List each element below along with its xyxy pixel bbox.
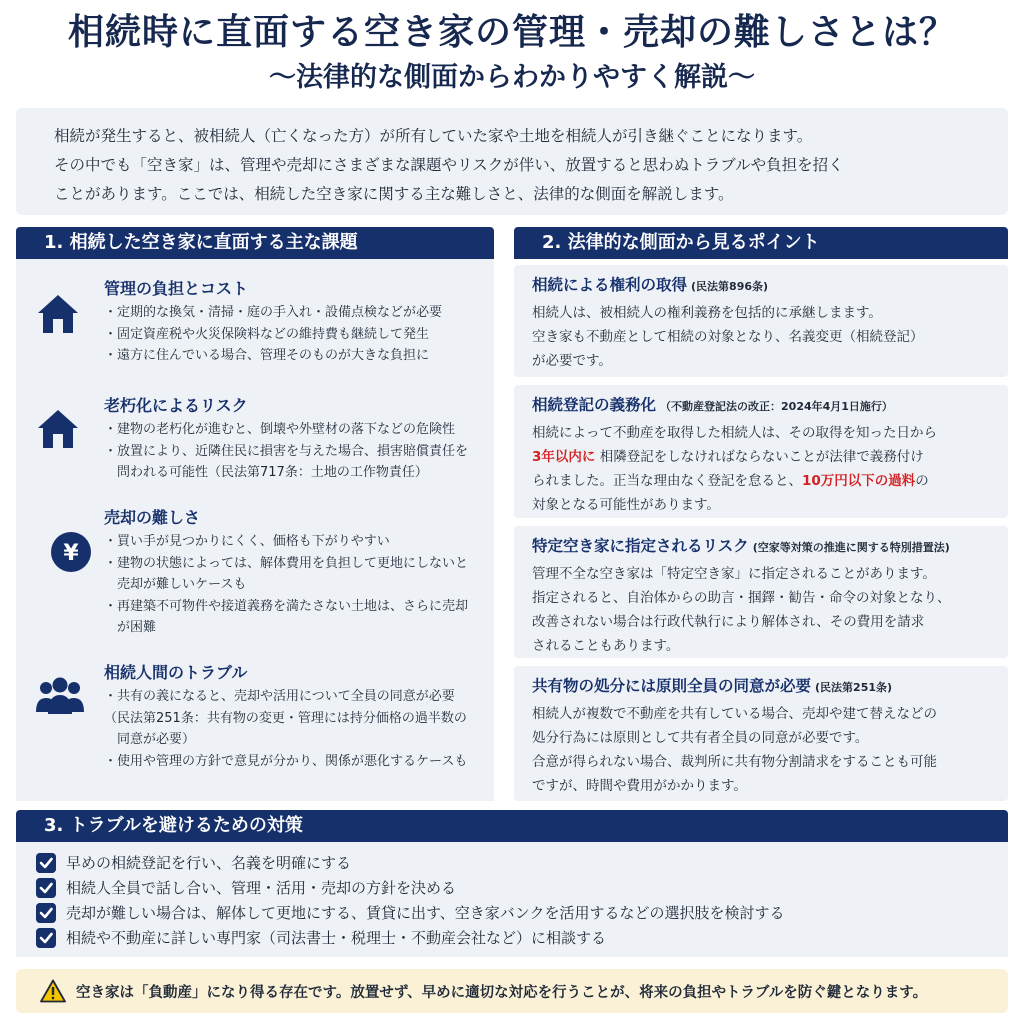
issue-bullet: が困難	[104, 620, 157, 635]
house-icon	[34, 405, 82, 453]
issue-bullet: 問われる可能性（民法第717条：土地の工作物責任）	[104, 465, 428, 480]
point-line: られました。正当な理由なく登記を怠ると、	[532, 473, 802, 489]
point-line: 相隣登記をしなければならないことが法律で義務付け	[595, 449, 924, 465]
issue-heir-conflict	[16, 660, 494, 780]
issue-title: 管理の負担とコスト	[104, 279, 249, 298]
issue-bullet: （民法第251条：共有物の変更・管理には持分価格の過半数の	[104, 710, 467, 726]
issue-bullet: ・建物の状態によっては、解体費用を負担して更地にしないと	[104, 555, 469, 571]
section2-header: 2. 法律的な側面から見るポイント	[514, 227, 1008, 259]
point-legal-note: (民法第251条)	[815, 681, 893, 694]
point-line: 相続人が複数で不動産を共有している場合、売却や建て替えなどの	[532, 706, 937, 722]
section1-header: 1. 相続した空き家に直面する主な課題	[16, 227, 494, 259]
point-title	[532, 393, 1008, 419]
point-line: 対象となる可能性があります。	[532, 497, 720, 513]
point-line: 空き家も不動産として相続の対象となり、名義変更（相続登記）	[532, 329, 924, 345]
point-title	[532, 674, 1008, 700]
point-line: 管理不全な空き家は「特定空き家」に指定されることがあります。	[532, 566, 936, 582]
point-line: されることもあります。	[532, 638, 680, 654]
issue-bullet: ・定期的な換気・清掃・庭の手入れ・設備点検などが必要	[104, 305, 443, 320]
countermeasure-item	[36, 900, 1008, 925]
countermeasure-text: 早めの相続登記を行い、名義を明確にする	[66, 854, 352, 872]
yen-icon	[50, 531, 92, 573]
point-card-registration-duty	[514, 385, 1008, 518]
point-card-inheritance	[514, 265, 1008, 377]
point-title-text: 特定空き家に指定されるリスク	[532, 537, 749, 555]
section3-header: 3. トラブルを避けるための対策	[16, 810, 1008, 842]
penalty-highlight: 10万円以下の過料	[802, 473, 916, 489]
point-title	[532, 534, 1008, 560]
issue-sale-difficulty	[16, 505, 494, 645]
point-card-co-ownership	[514, 666, 1008, 801]
point-line: 相続によって不動産を取得した相続人は、その取得を知った日から	[532, 425, 937, 441]
issue-bullet: ・建物の老朽化が進むと、倒壊や外壁材の落下などの危険性	[104, 422, 456, 437]
countermeasure-text: 売却が難しい場合は、解体して更地にする、賃貸に出す、空き家バンクを活用するなどの選択肢を検討する	[66, 904, 785, 922]
point-line: 処分行為には原則として共有者全員の同意が必要です。	[532, 730, 869, 746]
point-card-specified-vacant-house	[514, 526, 1008, 658]
warning-text: 空き家は「負動産」になり得る存在です。放置せず、早めに適切な対応を行うことが、将来の負担やトラブルを防ぐ鍵となります。	[76, 984, 928, 1001]
issue-bullet: ・使用や管理の方針で意見が分かり、関係が悪化するケースも	[104, 753, 468, 769]
people-icon	[34, 676, 86, 716]
issue-bullet: ・固定資産税や火災保険料などの維持費も継続して発生	[104, 326, 430, 342]
issue-title: 売却の難しさ	[104, 508, 201, 527]
issue-management-cost	[16, 276, 494, 376]
issue-bullet: ・買い手が見つかりにくく、価格も下がりやすい	[104, 534, 390, 549]
checkbox-checked-icon	[36, 853, 56, 873]
svg-text:¥: ¥	[63, 541, 79, 566]
issue-aging-risk	[16, 393, 494, 493]
countermeasure-item	[36, 875, 1008, 900]
issue-title: 老朽化によるリスク	[104, 396, 248, 415]
point-line: 改善されない場合は行政代執行により解体され、その費用を請求	[532, 614, 925, 630]
point-line: 相続人は、被相続人の権利義務を包括的に承継しまます。	[532, 305, 882, 321]
countermeasure-item	[36, 925, 1008, 950]
page-title: 相続時に直面する空き家の管理・売却の難しさとは？	[67, 12, 956, 53]
countermeasure-item	[36, 850, 1008, 875]
point-title	[532, 273, 1008, 299]
deadline-highlight: 3年以内に	[532, 449, 596, 465]
issue-bullet: ・放置により、近隣住民に損害を与えた場合、損害賠償責任を	[104, 443, 469, 459]
point-legal-note: （不動産登記法の改正：2024年4月1日施行）	[660, 400, 893, 413]
warning-icon	[40, 979, 66, 1003]
issue-bullet: ・再建築不可物件や接道義務を満たさない土地は、さらに売却	[104, 598, 469, 614]
point-title-text: 相続登記の義務化	[532, 396, 657, 414]
point-title-text: 相続による権利の取得	[532, 276, 688, 294]
issue-title: 相続人間のトラブル	[104, 663, 248, 682]
countermeasure-text: 相続人全員で話し合い、管理・活用・売却の方針を決める	[66, 879, 457, 897]
checkbox-checked-icon	[36, 903, 56, 923]
checkbox-checked-icon	[36, 878, 56, 898]
point-line: ですが、時間や費用がかかります。	[532, 778, 747, 794]
point-line: の	[915, 473, 929, 489]
intro-line: ことがあります。ここでは、相続した空き家に関する主な難しさと、法律的な側面を解説します。	[54, 185, 734, 203]
checkbox-checked-icon	[36, 928, 56, 948]
issue-bullet: 同意が必要）	[104, 732, 196, 747]
point-line: が必要です。	[532, 353, 612, 369]
intro-box	[16, 108, 1008, 215]
intro-line: その中でも「空き家」は、管理や売却にさまざまな課題やリスクが伴い、放置すると思わぬトラブルや負担を招く	[54, 156, 844, 174]
point-line: 指定されると、自治体からの助言・掴鐸・勧告・命令の対象となり、	[532, 590, 951, 606]
issue-bullet: 売却が難しいケースも	[104, 577, 247, 592]
page-subtitle: 〜法律的な側面からわかりやすく解説〜	[269, 62, 755, 93]
countermeasure-text: 相続や不動産に詳しい専門家（司法書士・税理士・不動産会社など）に相談する	[66, 929, 607, 947]
page-header	[0, 8, 1024, 98]
point-legal-note: (空家等対策の推進に関する特別措置法)	[752, 541, 950, 554]
point-line: 合意が得られない場合、裁判所に共有物分割請求をすることも可能	[532, 754, 937, 770]
house-icon	[34, 290, 82, 338]
intro-line: 相続が発生すると、被相続人（亡くなった方）が所有していた家や土地を相続人が引き継ぐことになります。	[54, 127, 813, 145]
issue-bullet: ・共有の義になると、売却や活用について全員の同意が必要	[104, 689, 455, 704]
warning-note	[16, 969, 1008, 1013]
countermeasure-list	[16, 842, 1008, 957]
issue-bullet: ・遠方に住んでいる場合、管理そのものが大きな負担に	[104, 348, 430, 363]
point-title-text: 共有物の処分には原則全員の同意が必要	[532, 677, 812, 695]
point-legal-note: (民法第896条)	[691, 280, 769, 293]
